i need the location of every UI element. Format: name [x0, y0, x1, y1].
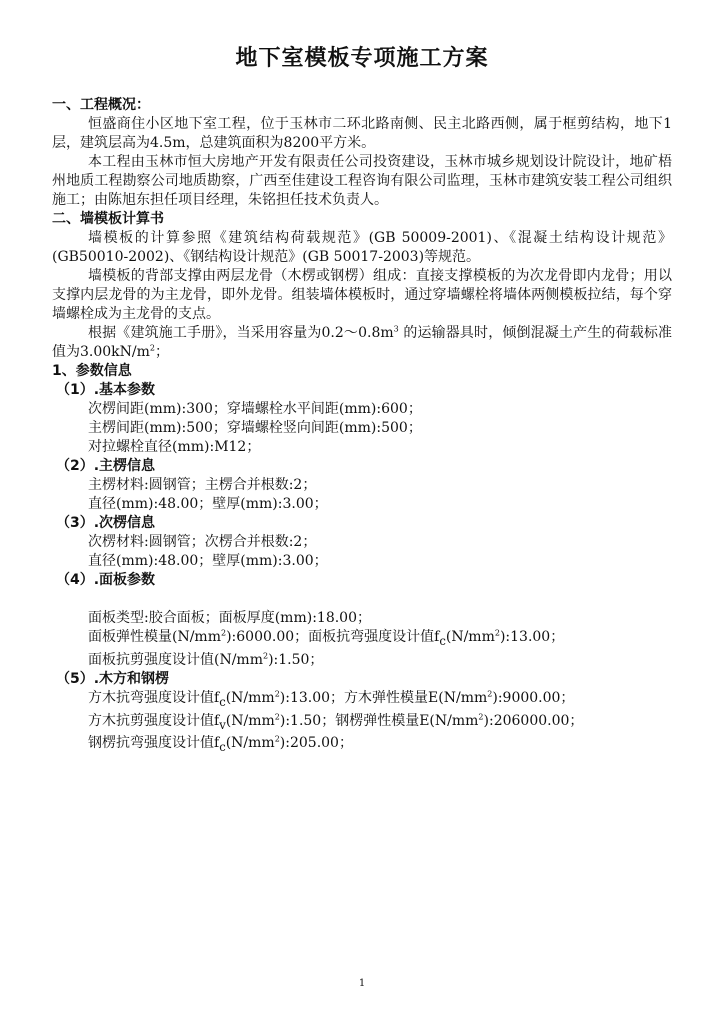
text-run: ):1.50； [268, 651, 324, 668]
superscript: 3 [393, 324, 399, 334]
superscript: 2 [487, 689, 493, 699]
text-run: (N/mm [225, 689, 275, 706]
text-run: ):13.00； [499, 629, 565, 645]
text-run: ):1.50；钢楞弹性模量E(N/mm [279, 712, 479, 729]
text-run: ):9000.00； [492, 689, 575, 706]
panel-line-3 [52, 651, 672, 670]
text-run: 的运输器具时，倾倒混凝土产生的荷载标准值为3.00kN/m [52, 325, 672, 360]
superscript: 2 [220, 628, 227, 638]
section-heading-parameters: 1、参数信息 [52, 363, 132, 379]
subsection-heading-secondary-joist: （3）.次楞信息 [56, 515, 156, 531]
main-joist-line-1: 主楞材料:圆钢管；主楞合并根数:2； [88, 477, 317, 493]
superscript: 2 [274, 711, 280, 721]
subscript: v [219, 717, 226, 732]
wall-formwork-paragraph-3 [52, 324, 672, 362]
wall-formwork-paragraph-2: 墙模板的背部支撑由两层龙骨（木楞或钢楞）组成：直接支撑模板的为次龙骨即内龙骨；用以支撑内层龙骨的为主龙骨，即外龙骨。组装墙体模板时，通过穿墙螺栓将墙体两侧模板拉结，每个穿墙螺栓成为主龙骨的支点。 [52, 268, 672, 322]
document-title: 地下室模板专项施工方案 [235, 46, 489, 71]
superscript: 2 [478, 711, 484, 721]
text-run: (N/mm [225, 712, 275, 729]
superscript: 2 [262, 651, 269, 661]
superscript: 2 [494, 628, 500, 638]
subsection-heading-panel: （4）.面板参数 [56, 572, 156, 588]
basic-param-line-3: 对拉螺栓直径(mm):M12； [88, 439, 261, 455]
panel-line-2 [52, 628, 672, 651]
basic-param-line-2: 主楞间距(mm):500；穿墙螺栓竖向间距(mm):500； [88, 420, 422, 436]
text-run: ):13.00；方木弹性模量E(N/mm [279, 689, 488, 706]
secondary-joist-line-1: 次楞材料:圆钢管；次楞合并根数:2； [88, 534, 317, 550]
text-run: (N/mm [445, 629, 495, 645]
subsection-heading-main-joist: （2）.主楞信息 [56, 458, 156, 474]
text-run: 方木抗剪强度设计值f [88, 712, 220, 729]
section-heading-wall-formwork: 二、墙模板计算书 [52, 211, 164, 227]
text-run: ):6000.00；面板抗弯强度设计值f [226, 629, 440, 645]
subscript: c [439, 633, 446, 648]
text-run: 面板弹性模量(N/mm [88, 629, 221, 645]
subsection-heading-wood-steel: （5）.木方和钢楞 [56, 670, 170, 687]
basic-param-line-1: 次楞间距(mm):300；穿墙螺栓水平间距(mm):600； [88, 401, 422, 417]
subscript: c [219, 740, 226, 755]
superscript: 2 [274, 689, 280, 699]
document-body [52, 96, 672, 757]
wood-steel-line-1 [52, 689, 672, 712]
page-number: 1 [358, 978, 366, 989]
wood-steel-line-3 [52, 734, 672, 757]
text-run: ； [155, 344, 169, 360]
text-run: (N/mm [225, 735, 275, 752]
section-heading-overview: 一、工程概况： [52, 97, 150, 113]
text-run: 根据《建筑施工手册》，当采用容量为0.2～0.8m [88, 325, 394, 341]
text-run: ):206000.00； [483, 712, 584, 729]
text-run: 方木抗弯强度设计值f [88, 689, 220, 706]
panel-line-1: 面板类型:胶合面板；面板厚度(mm):18.00； [88, 610, 371, 626]
text-run: 钢楞抗弯强度设计值f [88, 735, 220, 752]
overview-paragraph-1: 恒盛商住小区地下室工程，位于玉林市二环北路南侧、民主北路西侧，属于框剪结构，地下1层，建筑层高为4.5m，总建筑面积为8200平方米。 [52, 116, 672, 151]
main-joist-line-2: 直径(mm):48.00；壁厚(mm):3.00； [88, 496, 328, 512]
text-run: ):205.00； [279, 735, 353, 752]
wood-steel-line-2 [52, 712, 672, 735]
superscript: 2 [149, 343, 155, 353]
subsection-heading-basic: （1）.基本参数 [56, 382, 156, 398]
superscript: 2 [274, 734, 280, 744]
subscript: c [219, 694, 226, 709]
text-run: 面板抗剪强度设计值(N/mm [88, 651, 263, 668]
secondary-joist-line-2: 直径(mm):48.00；壁厚(mm):3.00； [88, 553, 328, 569]
overview-paragraph-2: 本工程由玉林市恒大房地产开发有限责任公司投资建设，玉林市城乡规划设计院设计，地矿梧州地质工程勘察公司地质勘察，广西至佳建设工程咨询有限公司监理，玉林市建筑安装工程公司组织施工；由陈旭东担任项目经理，朱铭担任技术负责人。 [52, 154, 672, 208]
wall-formwork-paragraph-1: 墙模板的计算参照《建筑结构荷载规范》(GB 50009-2001)、《混凝土结构设计规范》(GB50010-2002)、《钢结构设计规范》(GB 50017-2003)等规范。 [52, 230, 672, 265]
blank-line [52, 590, 672, 609]
